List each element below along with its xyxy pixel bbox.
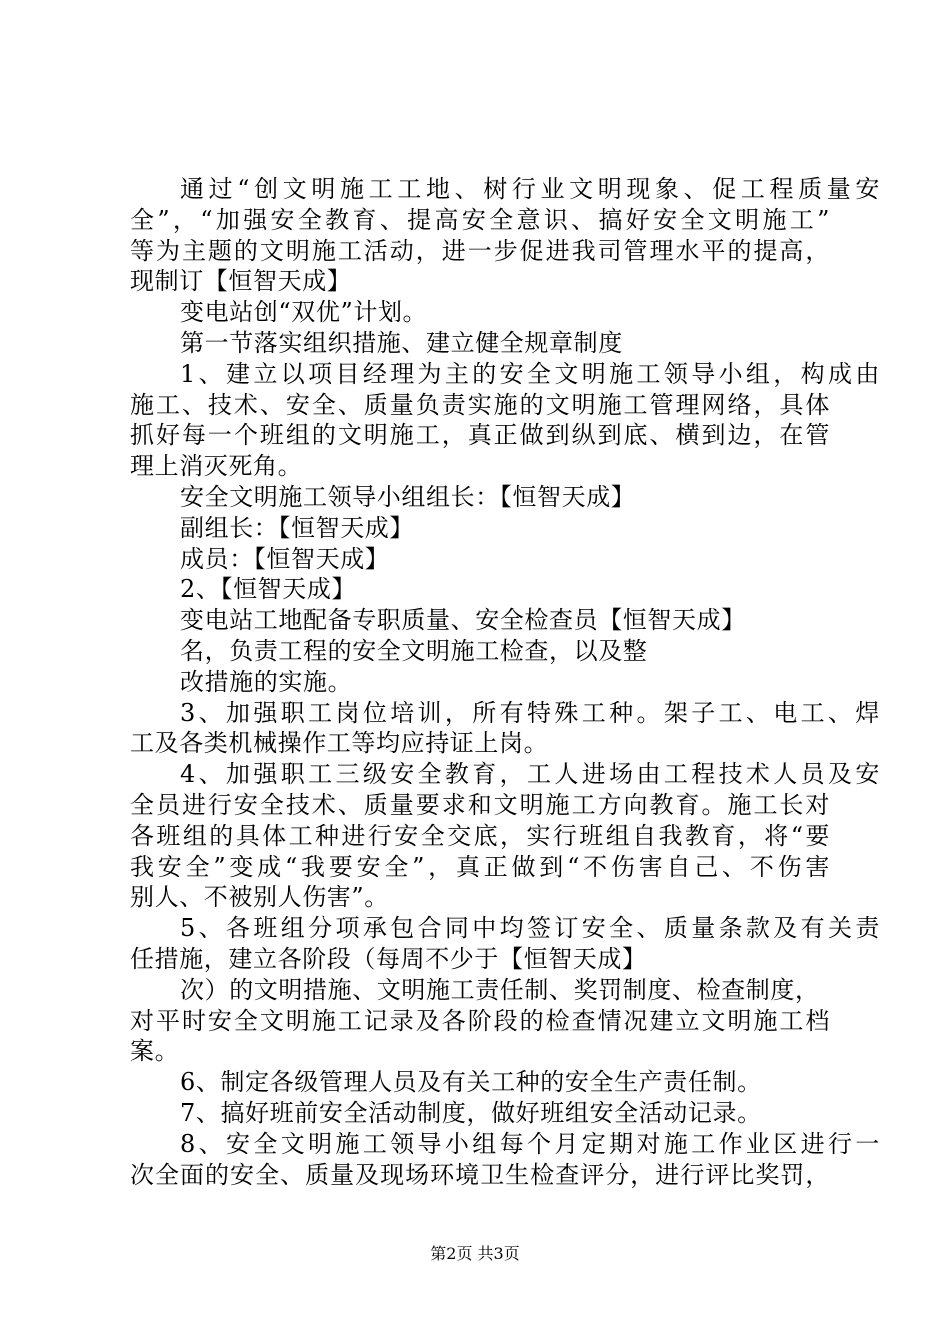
page-number-footer: 第2页 共3页 bbox=[430, 1244, 520, 1263]
text-line: 施工、技术、安全、质量负责实施的文明施工管理网络，具体 bbox=[130, 390, 830, 419]
text-line: 变电站创“双优”计划。 bbox=[180, 298, 428, 327]
text-line: 全员进行安全技术、质量要求和文明施工方向教育。施工长对 bbox=[130, 790, 830, 819]
text-line: 变电站工地配备专职质量、安全检查员【恒智天成】 bbox=[180, 606, 746, 635]
text-line: 名，负责工程的安全文明施工检查，以及整 bbox=[180, 636, 648, 665]
text-line: 理上消灭死角。 bbox=[130, 452, 303, 481]
text-line: 副组长：【恒智天成】 bbox=[180, 513, 414, 542]
text-line: 案。 bbox=[130, 1037, 180, 1066]
text-line: 7、搞好班前安全活动制度，做好班组安全活动记录。 bbox=[180, 1098, 762, 1127]
text-line: 6、制定各级管理人员及有关工种的安全生产责任制。 bbox=[180, 1068, 762, 1097]
text-line: 抓好每一个班组的文明施工，真正做到纵到底、横到边，在管 bbox=[130, 421, 830, 450]
text-line: 4、加强职工三级安全教育，工人进场由工程技术人员及安 bbox=[180, 760, 880, 789]
text-line: 安全文明施工领导小组组长：【恒智天成】 bbox=[180, 482, 636, 511]
text-line: 全”，“加强安全教育、提高安全意识、搞好安全文明施工” bbox=[130, 205, 830, 234]
document-body bbox=[130, 174, 880, 1190]
text-line: 5、各班组分项承包合同中均签订安全、质量条款及有关责 bbox=[180, 914, 880, 943]
text-line: 成员：【恒智天成】 bbox=[180, 544, 390, 573]
text-line: 3、加强职工岗位培训，所有特殊工种。架子工、电工、焊 bbox=[180, 698, 880, 727]
text-line: 别人、不被别人伤害”。 bbox=[130, 883, 389, 912]
text-line: 等为主题的文明施工活动，进一步促进我司管理水平的提高， bbox=[130, 236, 830, 265]
text-line: 任措施，建立各阶段（每周不少于【恒智天成】 bbox=[130, 944, 647, 973]
text-line: 次全面的安全、质量及现场环境卫生检查评分，进行评比奖罚， bbox=[130, 1160, 830, 1189]
text-line: 1、建立以项目经理为主的安全文明施工领导小组，构成由 bbox=[180, 359, 880, 388]
text-line: 改措施的实施。 bbox=[180, 667, 353, 696]
text-line: 我安全”变成“我要安全”，真正做到“不伤害自己、不伤害 bbox=[130, 852, 830, 881]
text-line: 各班组的具体工种进行安全交底，实行班组自我教育，将“要 bbox=[130, 821, 830, 850]
text-line: 2、【恒智天成】 bbox=[180, 575, 357, 604]
text-line: 次）的文明措施、文明施工责任制、奖罚制度、检查制度， bbox=[180, 975, 820, 1004]
text-line: 对平时安全文明施工记录及各阶段的检查情况建立文明施工档 bbox=[130, 1006, 830, 1035]
section-heading: 第一节落实组织措施、建立健全规章制度 bbox=[180, 328, 623, 357]
text-line: 通过“创文明施工工地、树行业文明现象、促工程质量安 bbox=[180, 175, 880, 203]
text-line: 现制订【恒智天成】 bbox=[130, 267, 352, 296]
text-line: 工及各类机械操作工等均应持证上岗。 bbox=[130, 729, 549, 758]
text-line: 8、安全文明施工领导小组每个月定期对施工作业区进行一 bbox=[180, 1129, 880, 1158]
